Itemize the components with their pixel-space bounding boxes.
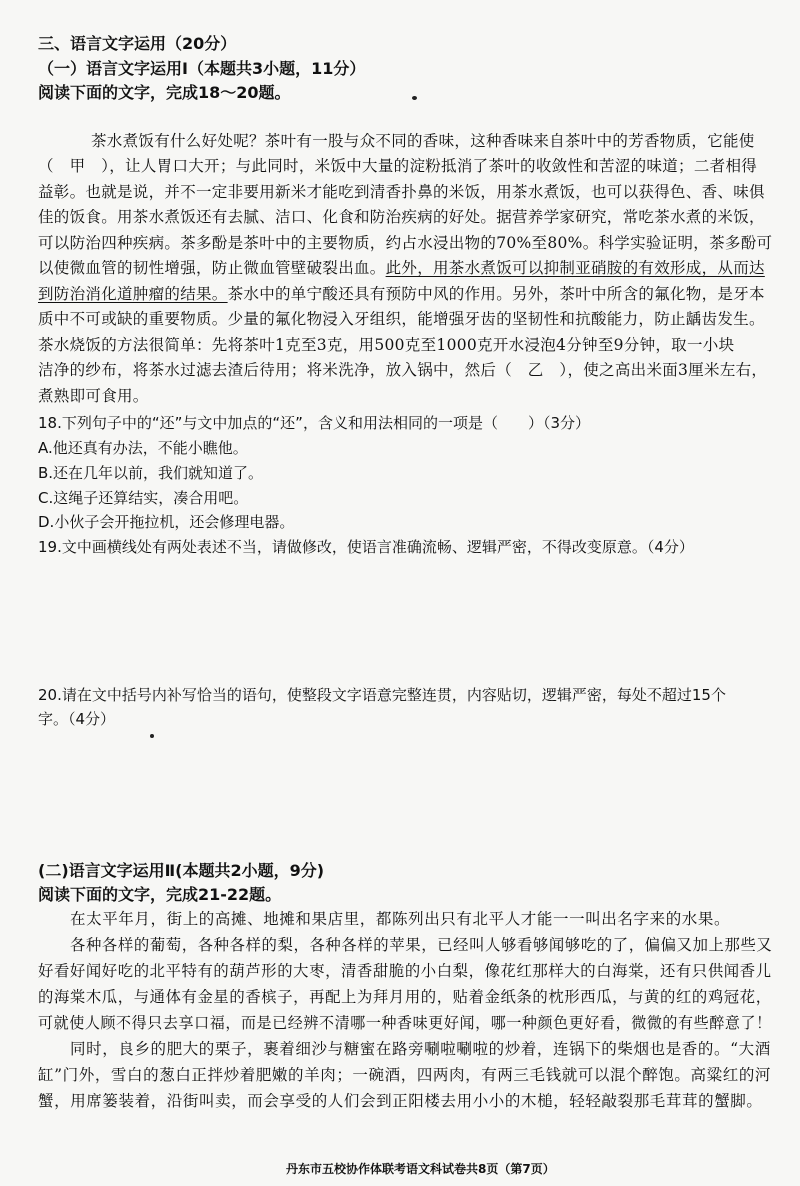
- question-18-option-a: A.他还真有办法，不能小瞧他。: [38, 439, 248, 457]
- page-footer: 丹东市五校协作体联考语文科试卷共8页（第7页）: [286, 1162, 555, 1176]
- passage2-line-3: 好看好闻好吃的北平特有的葫芦形的大枣，清香甜脆的小白梨，像花红那样大的白海棠，还有只供闻香儿: [38, 962, 772, 980]
- underlined-sentence-part-2: 到防治消化道肿瘤的结果。: [38, 285, 228, 303]
- passage2-line-8: 蟹，用席篓装着，沿街叫卖，而会享受的人们会到正阳楼去用小小的木槌，轻轻敲裂那毛茸茸的蟹脚。: [38, 1092, 763, 1110]
- passage2-line-6: 同时，良乡的肥大的栗子，裹着细沙与糖蜜在路旁唰啦唰啦的炒着，连锅下的柴烟也是香的。“大酒: [70, 1040, 771, 1058]
- question-20-line-1: 20.请在文中括号内补写恰当的语句，使整段文字语意完整连贯，内容贴切，逻辑严密，每处不超过15个: [38, 686, 726, 704]
- part1-heading: （一）语言文字运用Ⅰ（本题共3小题，11分）: [38, 59, 366, 78]
- passage2-line-1: 在太平年月，街上的高摊、地摊和果店里，都陈列出只有北平人才能一一叫出名字来的水果。: [70, 910, 731, 928]
- ink-speck: [150, 734, 154, 738]
- question-20-line-2: 字。（4分）: [38, 710, 116, 728]
- question-18-option-d: D.小伙子会开拖拉机，还会修理电器。: [38, 513, 295, 531]
- passage1-line-9: 茶水烧饭的方法很简单：先将茶叶1克至3克，用500克至1000克开水浸泡4分钟至9分钟，取一小块: [38, 336, 735, 354]
- question-18-option-b: B.还在几年以前，我们就知道了。: [38, 464, 264, 482]
- passage1-line-11: 煮熟即可食用。: [38, 387, 149, 405]
- passage1-line-1: 茶水煮饭有什么好处呢？茶叶有一股与众不同的香味，这种香味来自茶叶中的芳香物质，它能使: [91, 132, 755, 150]
- passage1-line-8: 质中不可或缺的重要物质。少量的氟化物浸入牙组织，能增强牙齿的坚韧性和抗酸能力，防止龋齿发生。: [38, 310, 765, 328]
- passage1-line-4: 佳的饭食。用茶水煮饭还有去腻、洁口、化食和防治疾病的好处。据营养学家研究，常吃茶水煮的米饭，: [38, 208, 765, 226]
- passage1-line-6: [38, 256, 765, 278]
- question-19: 19.文中画横线处有两处表述不当，请做修改，使语言准确流畅、逻辑严密，不得改变原意。（4分）: [38, 538, 694, 556]
- question-18-option-c: C.这绳子还算结实，凑合用吧。: [38, 489, 249, 507]
- part2-instruction: 阅读下面的文字，完成21-22题。: [38, 885, 282, 904]
- passage2-line-7: 缸”门外，雪白的葱白正拌炒着肥嫩的羊肉；一碗酒，四两肉，有两三毛钱就可以混个醉饱。高粱红的河: [38, 1066, 772, 1084]
- passage2-line-4: 的海棠木瓜，与通体有金星的香槟子，再配上为拜月用的，贴着金纸条的枕形西瓜，与黄的红的鸡冠花，: [38, 988, 772, 1006]
- ink-speck: [412, 96, 417, 100]
- section-title: 三、语言文字运用（20分）: [38, 34, 237, 53]
- passage2-line-2: 各种各样的葡萄，各种各样的梨，各种各样的苹果，已经叫人够看够闻够吃的了，偏偏又加上那些又: [70, 936, 773, 954]
- underlined-sentence-part-1: 此外，用茶水煮饭可以抑制亚硝胺的有效形成，从而达: [385, 259, 765, 277]
- passage1-line-3: 益彰。也就是说，并不一定非要用新米才能吃到清香扑鼻的米饭，用茶水煮饭，也可以获得色、香、味俱: [38, 183, 765, 201]
- question-18-stem: 18.下列句子中的“还”与文中加点的“还”，含义和用法相同的一项是（ ）（3分）: [38, 414, 590, 432]
- passage1-line-5: 可以防治四种疾病。茶多酚是茶叶中的主要物质，约占水浸出物的70%至80%。科学实验证明，茶多酚可: [38, 234, 773, 252]
- part1-instruction: 阅读下面的文字，完成18～20题。: [38, 83, 291, 102]
- passage1-line-7: [38, 282, 765, 304]
- passage1-line-6-text: 以使微血管的韧性增强，防止微血管壁破裂出血。: [38, 259, 386, 277]
- passage1-line-7-text: 茶水中的单宁酸还具有预防中风的作用。另外，茶叶中所含的氟化物，是牙本: [227, 285, 765, 303]
- passage2-line-5: 可就使人顾不得只去享口福，而是已经辨不清哪一种香味更好闻，哪一种颜色更好看，微微的有些醉意了！: [38, 1014, 772, 1032]
- passage1-line-2: （ 甲 ），让人胃口大开；与此同时，米饭中大量的淀粉抵消了茶叶的收敛性和苦涩的味道；二者相得: [38, 157, 758, 175]
- part2-heading: (二)语言文字运用Ⅱ(本题共2小题，9分): [38, 861, 325, 880]
- passage1-line-10: 洁净的纱布，将茶水过滤去渣后待用；将米洗净，放入锅中，然后（ 乙 ），使之高出米面3厘米左右，: [38, 361, 768, 379]
